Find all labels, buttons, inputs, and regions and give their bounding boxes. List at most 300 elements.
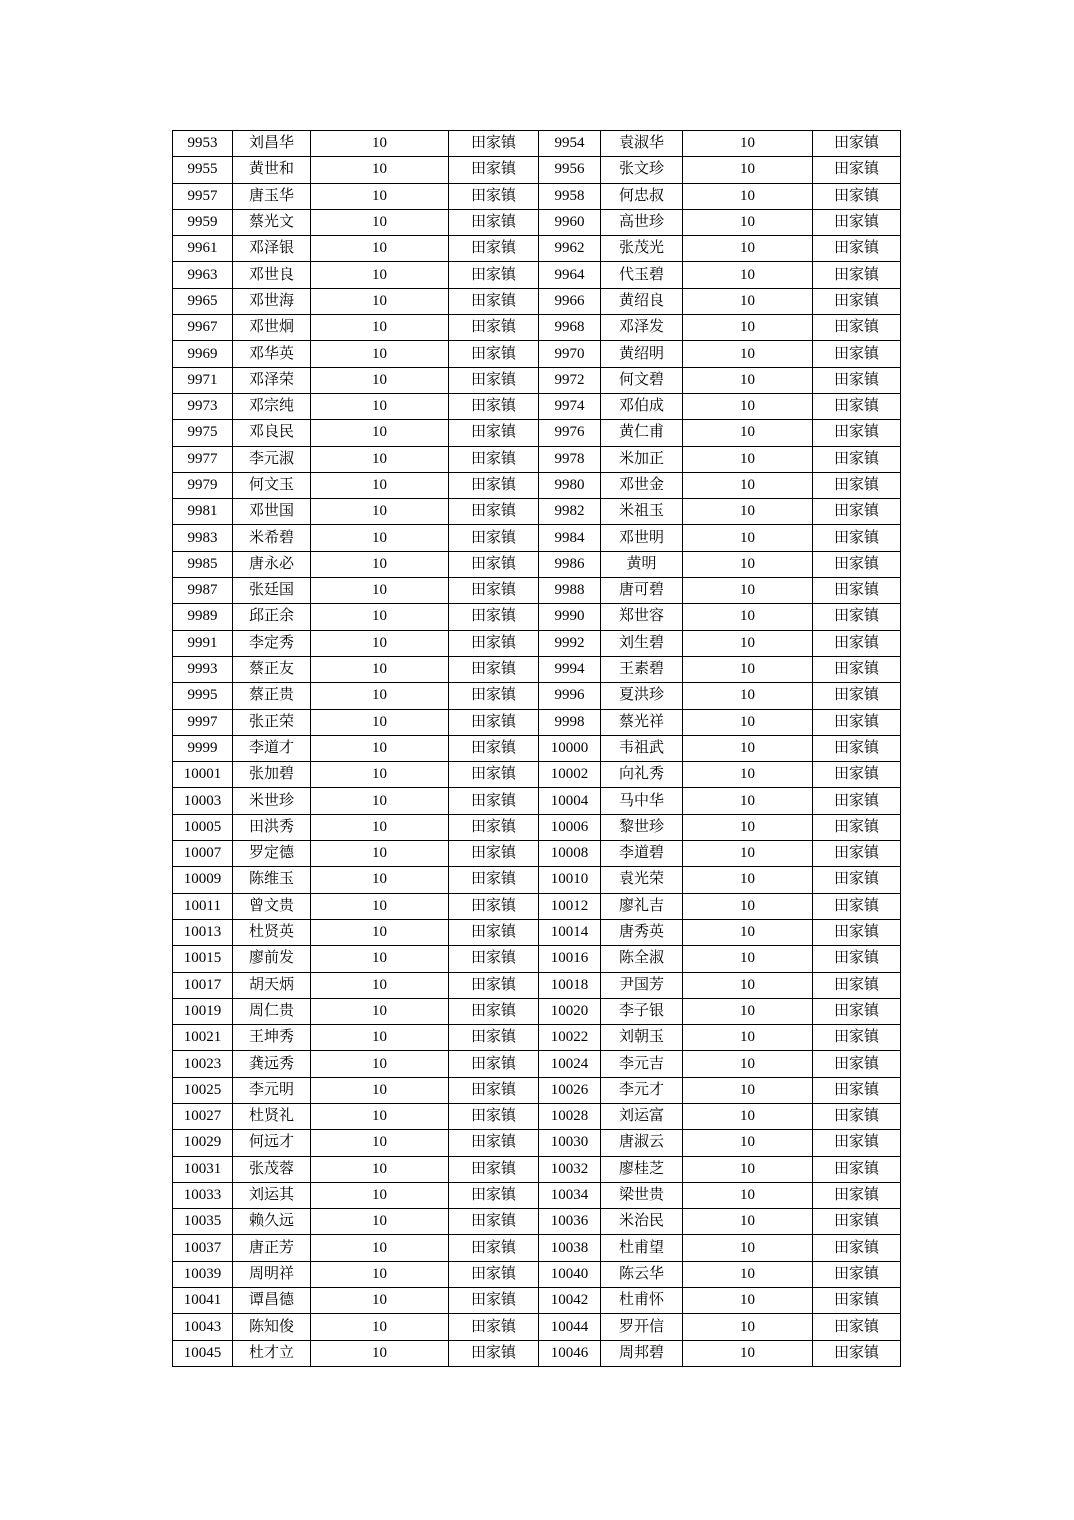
town-cell: 田家镇: [449, 236, 539, 262]
town-cell: 田家镇: [813, 578, 901, 604]
record-id-cell: 10046: [539, 1340, 601, 1366]
table-row: [173, 1235, 901, 1261]
person-name-cell: 梁世贵: [601, 1182, 683, 1208]
person-name-cell: 蔡正贵: [233, 683, 311, 709]
table-row: [173, 262, 901, 288]
town-cell: 田家镇: [449, 762, 539, 788]
record-id-cell: 10045: [173, 1340, 233, 1366]
amount-cell: 10: [683, 998, 813, 1024]
person-name-cell: 唐玉华: [233, 183, 311, 209]
town-cell: 田家镇: [449, 788, 539, 814]
person-name-cell: 米希碧: [233, 525, 311, 551]
town-cell: 田家镇: [813, 1261, 901, 1287]
amount-cell: 10: [311, 1025, 449, 1051]
amount-cell: 10: [311, 1103, 449, 1129]
person-name-cell: 唐可碧: [601, 578, 683, 604]
person-name-cell: 邓泽发: [601, 315, 683, 341]
amount-cell: 10: [683, 814, 813, 840]
record-id-cell: 9957: [173, 183, 233, 209]
record-id-cell: 9992: [539, 630, 601, 656]
table-row: [173, 1209, 901, 1235]
record-id-cell: 10032: [539, 1156, 601, 1182]
table-row: [173, 1025, 901, 1051]
town-cell: 田家镇: [449, 893, 539, 919]
table-row: [173, 893, 901, 919]
record-id-cell: 10011: [173, 893, 233, 919]
person-name-cell: 刘运其: [233, 1182, 311, 1208]
record-id-cell: 9979: [173, 472, 233, 498]
person-name-cell: 赖久远: [233, 1209, 311, 1235]
amount-cell: 10: [683, 420, 813, 446]
amount-cell: 10: [683, 367, 813, 393]
amount-cell: 10: [311, 578, 449, 604]
table-row: [173, 183, 901, 209]
town-cell: 田家镇: [449, 525, 539, 551]
amount-cell: 10: [311, 288, 449, 314]
town-cell: 田家镇: [813, 131, 901, 157]
town-cell: 田家镇: [813, 367, 901, 393]
table-row: [173, 762, 901, 788]
amount-cell: 10: [311, 683, 449, 709]
town-cell: 田家镇: [813, 446, 901, 472]
person-name-cell: 米加正: [601, 446, 683, 472]
town-cell: 田家镇: [449, 183, 539, 209]
record-id-cell: 10028: [539, 1103, 601, 1129]
person-name-cell: 刘朝玉: [601, 1025, 683, 1051]
amount-cell: 10: [683, 525, 813, 551]
amount-cell: 10: [683, 683, 813, 709]
amount-cell: 10: [683, 788, 813, 814]
record-id-cell: 10035: [173, 1209, 233, 1235]
amount-cell: 10: [683, 1182, 813, 1208]
person-name-cell: 何文碧: [601, 367, 683, 393]
table-row: [173, 1051, 901, 1077]
amount-cell: 10: [683, 446, 813, 472]
town-cell: 田家镇: [449, 630, 539, 656]
person-name-cell: 杜贤英: [233, 919, 311, 945]
person-name-cell: 代玉碧: [601, 262, 683, 288]
person-name-cell: 黎世珍: [601, 814, 683, 840]
record-id-cell: 10018: [539, 972, 601, 998]
table-row: [173, 1182, 901, 1208]
record-id-cell: 10039: [173, 1261, 233, 1287]
record-id-cell: 10040: [539, 1261, 601, 1287]
record-id-cell: 10021: [173, 1025, 233, 1051]
table-row: [173, 367, 901, 393]
person-name-cell: 郑世容: [601, 604, 683, 630]
record-id-cell: 10001: [173, 762, 233, 788]
person-name-cell: 尹国芳: [601, 972, 683, 998]
person-name-cell: 高世珍: [601, 209, 683, 235]
town-cell: 田家镇: [813, 420, 901, 446]
amount-cell: 10: [683, 762, 813, 788]
record-id-cell: 9963: [173, 262, 233, 288]
town-cell: 田家镇: [449, 1051, 539, 1077]
record-id-cell: 9977: [173, 446, 233, 472]
town-cell: 田家镇: [449, 683, 539, 709]
table-row: [173, 315, 901, 341]
person-name-cell: 邱正余: [233, 604, 311, 630]
person-name-cell: 张文珍: [601, 157, 683, 183]
record-id-cell: 10015: [173, 946, 233, 972]
amount-cell: 10: [311, 998, 449, 1024]
amount-cell: 10: [311, 367, 449, 393]
amount-cell: 10: [683, 315, 813, 341]
amount-cell: 10: [311, 841, 449, 867]
town-cell: 田家镇: [449, 998, 539, 1024]
amount-cell: 10: [683, 499, 813, 525]
amount-cell: 10: [683, 972, 813, 998]
town-cell: 田家镇: [449, 551, 539, 577]
amount-cell: 10: [311, 551, 449, 577]
record-id-cell: 10019: [173, 998, 233, 1024]
person-name-cell: 周明祥: [233, 1261, 311, 1287]
record-id-cell: 10042: [539, 1288, 601, 1314]
person-name-cell: 唐永必: [233, 551, 311, 577]
table-row: [173, 420, 901, 446]
amount-cell: 10: [683, 630, 813, 656]
town-cell: 田家镇: [449, 578, 539, 604]
amount-cell: 10: [311, 709, 449, 735]
record-id-cell: 9970: [539, 341, 601, 367]
amount-cell: 10: [683, 656, 813, 682]
person-name-cell: 邓泽银: [233, 236, 311, 262]
amount-cell: 10: [683, 1051, 813, 1077]
town-cell: 田家镇: [813, 893, 901, 919]
amount-cell: 10: [311, 499, 449, 525]
record-id-cell: 9978: [539, 446, 601, 472]
record-id-cell: 10038: [539, 1235, 601, 1261]
amount-cell: 10: [311, 762, 449, 788]
record-id-cell: 10014: [539, 919, 601, 945]
amount-cell: 10: [683, 288, 813, 314]
person-name-cell: 张廷国: [233, 578, 311, 604]
person-name-cell: 邓宗纯: [233, 393, 311, 419]
person-name-cell: 邓伯成: [601, 393, 683, 419]
record-id-cell: 10003: [173, 788, 233, 814]
record-id-cell: 9986: [539, 551, 601, 577]
person-name-cell: 李定秀: [233, 630, 311, 656]
person-name-cell: 李道碧: [601, 841, 683, 867]
town-cell: 田家镇: [813, 157, 901, 183]
amount-cell: 10: [683, 893, 813, 919]
town-cell: 田家镇: [813, 1103, 901, 1129]
amount-cell: 10: [311, 735, 449, 761]
town-cell: 田家镇: [813, 183, 901, 209]
person-name-cell: 向礼秀: [601, 762, 683, 788]
record-id-cell: 9999: [173, 735, 233, 761]
record-id-cell: 9972: [539, 367, 601, 393]
person-name-cell: 李子银: [601, 998, 683, 1024]
amount-cell: 10: [683, 1077, 813, 1103]
town-cell: 田家镇: [813, 919, 901, 945]
amount-cell: 10: [311, 1235, 449, 1261]
table-row: [173, 1077, 901, 1103]
town-cell: 田家镇: [813, 814, 901, 840]
person-name-cell: 陈云华: [601, 1261, 683, 1287]
amount-cell: 10: [311, 209, 449, 235]
table-row: [173, 578, 901, 604]
record-id-cell: 9995: [173, 683, 233, 709]
person-name-cell: 邓华英: [233, 341, 311, 367]
town-cell: 田家镇: [813, 499, 901, 525]
record-id-cell: 9996: [539, 683, 601, 709]
table-row: [173, 998, 901, 1024]
record-id-cell: 10036: [539, 1209, 601, 1235]
town-cell: 田家镇: [813, 867, 901, 893]
record-id-cell: 10043: [173, 1314, 233, 1340]
person-name-cell: 曾文贵: [233, 893, 311, 919]
amount-cell: 10: [683, 393, 813, 419]
town-cell: 田家镇: [813, 472, 901, 498]
town-cell: 田家镇: [449, 735, 539, 761]
record-id-cell: 10006: [539, 814, 601, 840]
records-table: [172, 130, 901, 1367]
town-cell: 田家镇: [813, 683, 901, 709]
person-name-cell: 周仁贵: [233, 998, 311, 1024]
table-row: [173, 209, 901, 235]
person-name-cell: 邓世炯: [233, 315, 311, 341]
person-name-cell: 刘昌华: [233, 131, 311, 157]
person-name-cell: 袁淑华: [601, 131, 683, 157]
record-id-cell: 9953: [173, 131, 233, 157]
person-name-cell: 韦祖武: [601, 735, 683, 761]
person-name-cell: 邓世海: [233, 288, 311, 314]
person-name-cell: 陈知俊: [233, 1314, 311, 1340]
person-name-cell: 罗开信: [601, 1314, 683, 1340]
town-cell: 田家镇: [813, 393, 901, 419]
amount-cell: 10: [683, 236, 813, 262]
person-name-cell: 蔡光文: [233, 209, 311, 235]
town-cell: 田家镇: [813, 341, 901, 367]
town-cell: 田家镇: [449, 131, 539, 157]
table-row: [173, 1156, 901, 1182]
town-cell: 田家镇: [449, 814, 539, 840]
record-id-cell: 9982: [539, 499, 601, 525]
town-cell: 田家镇: [813, 1209, 901, 1235]
town-cell: 田家镇: [449, 1314, 539, 1340]
town-cell: 田家镇: [813, 209, 901, 235]
town-cell: 田家镇: [449, 709, 539, 735]
record-id-cell: 9997: [173, 709, 233, 735]
town-cell: 田家镇: [449, 1209, 539, 1235]
town-cell: 田家镇: [449, 1182, 539, 1208]
amount-cell: 10: [683, 131, 813, 157]
amount-cell: 10: [311, 893, 449, 919]
record-id-cell: 10026: [539, 1077, 601, 1103]
amount-cell: 10: [683, 551, 813, 577]
town-cell: 田家镇: [449, 919, 539, 945]
record-id-cell: 10024: [539, 1051, 601, 1077]
person-name-cell: 米治民: [601, 1209, 683, 1235]
table-row: [173, 131, 901, 157]
record-id-cell: 9988: [539, 578, 601, 604]
record-id-cell: 9973: [173, 393, 233, 419]
town-cell: 田家镇: [813, 709, 901, 735]
amount-cell: 10: [311, 420, 449, 446]
person-name-cell: 黄世和: [233, 157, 311, 183]
record-id-cell: 9968: [539, 315, 601, 341]
table-row: [173, 393, 901, 419]
amount-cell: 10: [683, 1209, 813, 1235]
person-name-cell: 张正荣: [233, 709, 311, 735]
town-cell: 田家镇: [449, 1103, 539, 1129]
town-cell: 田家镇: [449, 288, 539, 314]
records-table-body: [173, 131, 901, 1367]
town-cell: 田家镇: [449, 1077, 539, 1103]
person-name-cell: 龚远秀: [233, 1051, 311, 1077]
record-id-cell: 9965: [173, 288, 233, 314]
record-id-cell: 9964: [539, 262, 601, 288]
table-row: [173, 683, 901, 709]
amount-cell: 10: [683, 183, 813, 209]
amount-cell: 10: [311, 393, 449, 419]
record-id-cell: 9993: [173, 656, 233, 682]
record-id-cell: 9971: [173, 367, 233, 393]
amount-cell: 10: [683, 919, 813, 945]
record-id-cell: 9962: [539, 236, 601, 262]
town-cell: 田家镇: [449, 1340, 539, 1366]
amount-cell: 10: [311, 1314, 449, 1340]
town-cell: 田家镇: [449, 1025, 539, 1051]
town-cell: 田家镇: [449, 472, 539, 498]
table-row: [173, 499, 901, 525]
amount-cell: 10: [311, 1340, 449, 1366]
amount-cell: 10: [683, 735, 813, 761]
town-cell: 田家镇: [813, 946, 901, 972]
record-id-cell: 10027: [173, 1103, 233, 1129]
amount-cell: 10: [311, 604, 449, 630]
amount-cell: 10: [683, 841, 813, 867]
table-row: [173, 1261, 901, 1287]
record-id-cell: 10031: [173, 1156, 233, 1182]
person-name-cell: 杜才立: [233, 1340, 311, 1366]
person-name-cell: 蔡正友: [233, 656, 311, 682]
table-row: [173, 604, 901, 630]
person-name-cell: 李元吉: [601, 1051, 683, 1077]
record-id-cell: 9991: [173, 630, 233, 656]
table-row: [173, 1103, 901, 1129]
amount-cell: 10: [311, 630, 449, 656]
person-name-cell: 廖前发: [233, 946, 311, 972]
record-id-cell: 10029: [173, 1130, 233, 1156]
amount-cell: 10: [311, 1261, 449, 1287]
amount-cell: 10: [311, 814, 449, 840]
record-id-cell: 10041: [173, 1288, 233, 1314]
amount-cell: 10: [311, 1051, 449, 1077]
table-row: [173, 1130, 901, 1156]
record-id-cell: 10016: [539, 946, 601, 972]
record-id-cell: 9980: [539, 472, 601, 498]
amount-cell: 10: [683, 867, 813, 893]
record-id-cell: 9987: [173, 578, 233, 604]
person-name-cell: 蔡光祥: [601, 709, 683, 735]
amount-cell: 10: [311, 157, 449, 183]
record-id-cell: 9960: [539, 209, 601, 235]
amount-cell: 10: [311, 919, 449, 945]
record-id-cell: 10020: [539, 998, 601, 1024]
table-row: [173, 919, 901, 945]
table-row: [173, 157, 901, 183]
town-cell: 田家镇: [813, 998, 901, 1024]
record-id-cell: 9955: [173, 157, 233, 183]
record-id-cell: 10007: [173, 841, 233, 867]
amount-cell: 10: [683, 341, 813, 367]
person-name-cell: 陈维玉: [233, 867, 311, 893]
town-cell: 田家镇: [813, 1051, 901, 1077]
town-cell: 田家镇: [813, 630, 901, 656]
town-cell: 田家镇: [449, 499, 539, 525]
record-id-cell: 10017: [173, 972, 233, 998]
amount-cell: 10: [311, 341, 449, 367]
town-cell: 田家镇: [449, 315, 539, 341]
table-row: [173, 1340, 901, 1366]
person-name-cell: 唐淑云: [601, 1130, 683, 1156]
table-row: [173, 446, 901, 472]
amount-cell: 10: [311, 525, 449, 551]
person-name-cell: 唐正芳: [233, 1235, 311, 1261]
record-id-cell: 10025: [173, 1077, 233, 1103]
person-name-cell: 邓世明: [601, 525, 683, 551]
record-id-cell: 10033: [173, 1182, 233, 1208]
record-id-cell: 10044: [539, 1314, 601, 1340]
record-id-cell: 10012: [539, 893, 601, 919]
amount-cell: 10: [683, 1235, 813, 1261]
table-row: [173, 841, 901, 867]
record-id-cell: 9976: [539, 420, 601, 446]
amount-cell: 10: [311, 1156, 449, 1182]
town-cell: 田家镇: [449, 1235, 539, 1261]
amount-cell: 10: [311, 1288, 449, 1314]
town-cell: 田家镇: [449, 867, 539, 893]
town-cell: 田家镇: [813, 841, 901, 867]
amount-cell: 10: [683, 157, 813, 183]
person-name-cell: 张茂蓉: [233, 1156, 311, 1182]
town-cell: 田家镇: [813, 972, 901, 998]
person-name-cell: 黄明: [601, 551, 683, 577]
table-row: [173, 867, 901, 893]
person-name-cell: 杜甫怀: [601, 1288, 683, 1314]
town-cell: 田家镇: [813, 788, 901, 814]
person-name-cell: 陈全淑: [601, 946, 683, 972]
amount-cell: 10: [683, 604, 813, 630]
town-cell: 田家镇: [449, 1261, 539, 1287]
person-name-cell: 马中华: [601, 788, 683, 814]
table-row: [173, 1314, 901, 1340]
town-cell: 田家镇: [813, 1182, 901, 1208]
amount-cell: 10: [311, 788, 449, 814]
record-id-cell: 9956: [539, 157, 601, 183]
town-cell: 田家镇: [449, 972, 539, 998]
person-name-cell: 刘运富: [601, 1103, 683, 1129]
amount-cell: 10: [311, 656, 449, 682]
record-id-cell: 10002: [539, 762, 601, 788]
town-cell: 田家镇: [449, 341, 539, 367]
person-name-cell: 田洪秀: [233, 814, 311, 840]
person-name-cell: 刘生碧: [601, 630, 683, 656]
town-cell: 田家镇: [449, 393, 539, 419]
table-row: [173, 525, 901, 551]
town-cell: 田家镇: [813, 1235, 901, 1261]
record-id-cell: 9959: [173, 209, 233, 235]
person-name-cell: 米祖玉: [601, 499, 683, 525]
table-row: [173, 341, 901, 367]
amount-cell: 10: [683, 1340, 813, 1366]
town-cell: 田家镇: [813, 1314, 901, 1340]
person-name-cell: 胡天炳: [233, 972, 311, 998]
amount-cell: 10: [683, 262, 813, 288]
person-name-cell: 米世珍: [233, 788, 311, 814]
